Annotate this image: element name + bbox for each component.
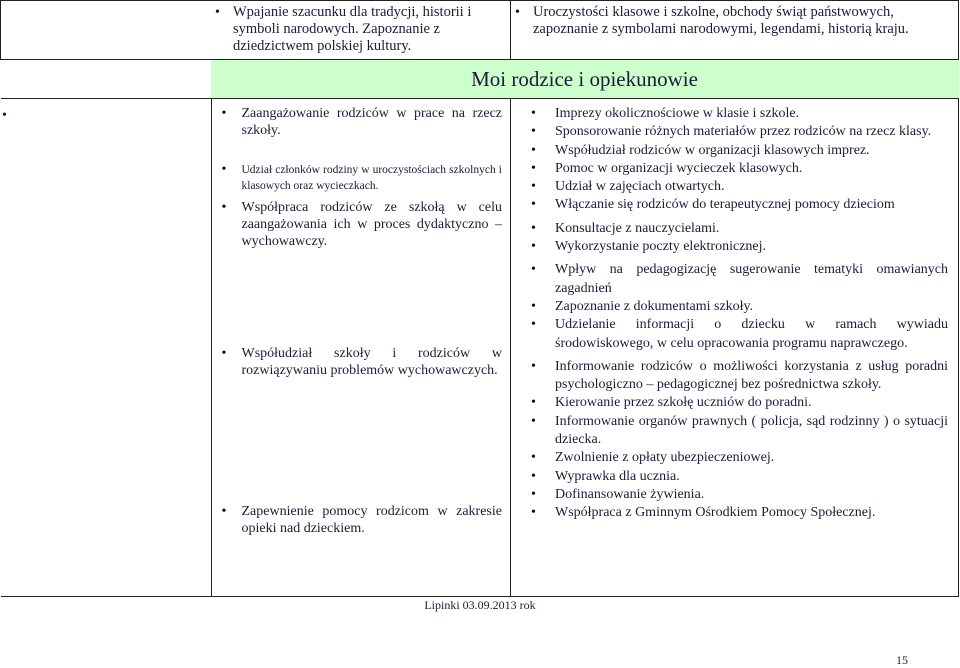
footer-date: Lipinki 03.09.2013 rok xyxy=(424,598,536,612)
list-item: • Konsultacje z nauczycielami. xyxy=(511,220,958,238)
list-item: • Wykorzystanie poczty elektronicznej. xyxy=(511,238,958,256)
left-column xyxy=(211,99,511,596)
list-item: • Zwolnienie z opłaty ubezpieczeniowej. xyxy=(511,449,958,467)
list-item: • Wpajanie szacunku dla tradycji, historii i symboli narodowych. Zapoznanie z dziedzictwem polskiej kultury. xyxy=(211,4,504,55)
content-row xyxy=(1,99,959,597)
list-item: • Udział członków rodziny w uroczystościach szkolnych i klasowych oraz wycieczkach. xyxy=(212,162,503,194)
list-item: • Dofinansowanie żywienia. xyxy=(511,486,958,504)
list-item: • Zapoznanie z dokumentami szkoły. xyxy=(511,298,958,316)
list-item: • Włączanie się rodziców do terapeutycznej pomocy dzieciom xyxy=(511,196,958,214)
top-left-cell xyxy=(1,1,511,60)
list-item: • Uroczystości klasowe i szkolne, obchody świąt państwowych, zapoznanie z symbolami narodowymi, legendami, historią kraju. xyxy=(511,4,952,38)
title-row xyxy=(1,60,959,99)
list-item: • Udział w zajęciach otwartych. xyxy=(511,178,958,196)
list-item: • Imprezy okolicznościowe w klasie i szkole. xyxy=(511,105,958,123)
list-item: • Współudział szkoły i rodziców w rozwiązywaniu problemów wychowawczych. xyxy=(212,345,503,379)
stray-bullet-icon: • xyxy=(2,108,7,123)
list-item: • Współudział rodziców w organizacji klasowych imprez. xyxy=(511,142,958,160)
top-row xyxy=(1,1,959,60)
list-item: • Zapewnienie pomocy rodzicom w zakresie opieki nad dzieckiem. xyxy=(212,503,503,537)
list-item: • Współpraca rodziców ze szkołą w celu zaangażowania ich w proces dydaktyczno – wychowawczy. xyxy=(212,199,503,250)
list-item: • Wyprawka dla ucznia. xyxy=(511,468,958,486)
right-column xyxy=(511,99,959,597)
list-item: • Pomoc w organizacji wycieczek klasowych. xyxy=(511,160,958,178)
list-item: • Informowanie rodziców o możliwości korzystania z usług poradni psychologiczno – pedagogicznej bez pośrednictwa szkoły. xyxy=(511,358,958,395)
top-right-cell xyxy=(511,1,959,60)
list-item: • Kierowanie przez szkołę uczniów do poradni. xyxy=(511,394,958,412)
list-item: • Zaangażowanie rodziców w prace na rzecz szkoły. xyxy=(212,105,503,139)
list-item: • Współpraca z Gminnym Ośrodkiem Pomocy Społecznej. xyxy=(511,504,958,522)
list-item: • Sponsorowanie różnych materiałów przez rodziców na rzecz klasy. xyxy=(511,123,958,141)
list-item: • Informowanie organów prawnych ( policja, sąd rodzinny ) o sytuacji dziecka. xyxy=(511,413,958,450)
list-item: • Wpływ na pedagogizację sugerowanie tematyki omawianych zagadnień xyxy=(511,261,958,298)
page-number: 15 xyxy=(896,653,908,667)
section-title: Moi rodzice i opiekunowie xyxy=(211,60,959,98)
list-item: • Udzielanie informacji o dziecku w ramach wywiadu środowiskowego, w celu opracowania programu naprawczego. xyxy=(511,316,958,353)
